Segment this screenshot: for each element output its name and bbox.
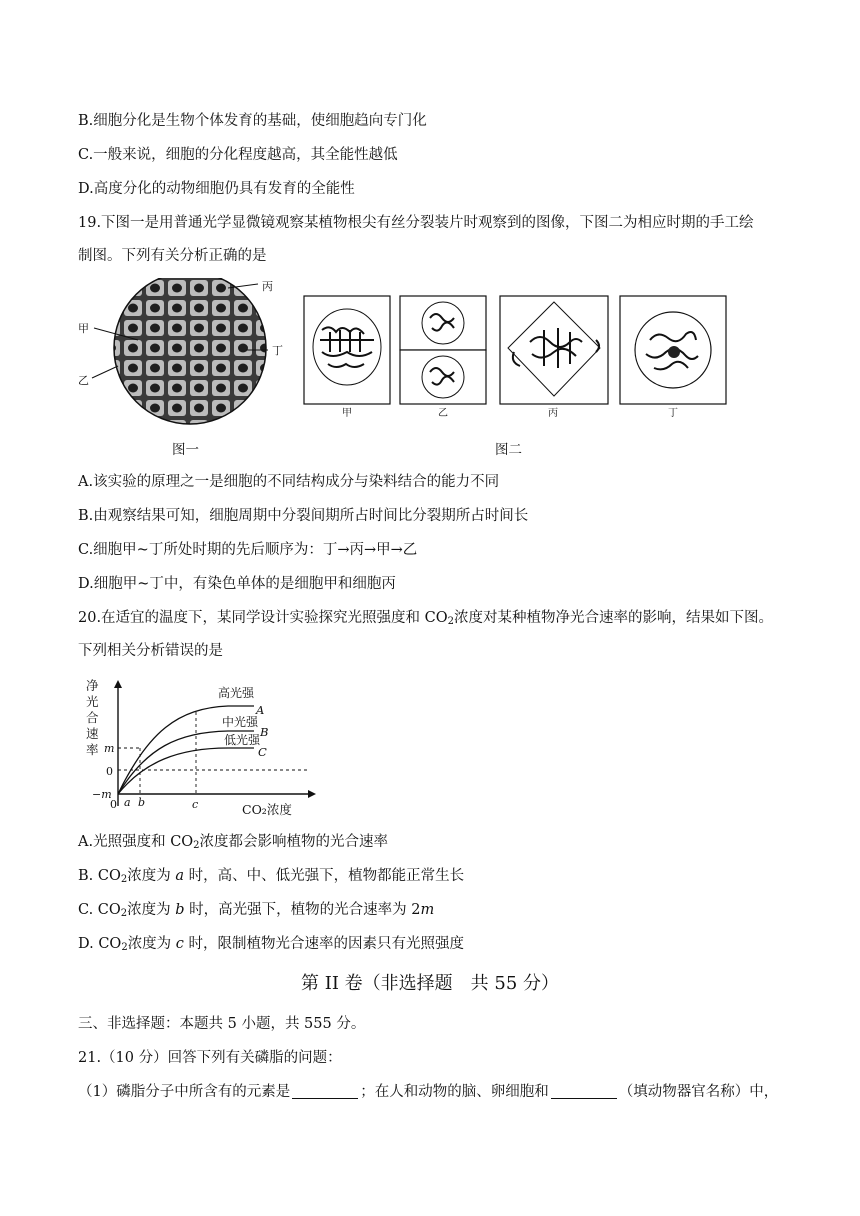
fig2-panel-ding: 丁 <box>668 408 678 419</box>
option-b-q20: B. $CO_2$浓度为 a 时，高、中、低光强下，植物都能正常生长 <box>78 868 465 885</box>
figure-two-caption: 图二 <box>495 442 522 458</box>
figure-one-caption: 图一 <box>172 442 199 458</box>
option-c-q19: C.细胞甲~丁所处时期的先后顺序为：丁→丙→甲→乙 <box>78 542 418 558</box>
svg-text:速: 速 <box>86 726 99 741</box>
option-a-q20: A.光照强度和 $CO_2$浓度都会影响植物的光合速率 <box>78 834 389 851</box>
svg-text:合: 合 <box>86 710 99 725</box>
option-c-q20: C. $CO_2$浓度为 b 时，高光强下，植物的光合速率为 2m <box>78 902 435 919</box>
answer-blank-2[interactable] <box>551 1084 617 1099</box>
section-ii-heading: 第 II 卷（非选择题 共 55 分） <box>300 973 559 994</box>
figure-two-drawings <box>300 292 730 426</box>
option-b-q19: B.由观察结果可知，细胞周期中分裂间期所占时间比分裂期所占时间长 <box>78 508 529 524</box>
option-d-q18: D.高度分化的动物细胞仍具有发育的全能性 <box>78 181 355 197</box>
svg-text:净: 净 <box>86 678 99 693</box>
option-c-q18: C.一般来说，细胞的分化程度越高，其全能性越低 <box>78 147 398 163</box>
svg-text:光: 光 <box>86 694 99 709</box>
question-21-part-1: （1）磷脂分子中所含有的元素是 ；在人和动物的脑、卵细胞和 （填动物器官名称）中， <box>78 1084 779 1100</box>
x-tick-a: a <box>124 796 131 809</box>
question-20-stem-cont: 下列相关分析错误的是 <box>78 643 223 659</box>
option-a-q19: A.该实验的原理之一是细胞的不同结构成分与染料结合的能力不同 <box>78 474 500 490</box>
svg-text:率: 率 <box>86 742 99 757</box>
fig2-panel-bing: 丙 <box>548 408 558 419</box>
x-tick-c: c <box>192 798 199 811</box>
option-b-q18: B.细胞分化是生物个体发育的基础，使细胞趋向专门化 <box>78 113 427 129</box>
series-medium-name: 中光强 <box>222 715 259 729</box>
fig2-panel-yi: 乙 <box>438 408 448 419</box>
fig2-panel-jia: 甲 <box>342 408 352 419</box>
fig1-label-jia: 甲 <box>78 322 89 335</box>
q20-line-chart <box>78 672 328 820</box>
option-d-q19: D.细胞甲~丁中，有染色单体的是细胞甲和细胞丙 <box>78 576 396 592</box>
y-axis-label <box>86 678 99 757</box>
option-d-q20: D. $CO_2$浓度为 c 时，限制植物光合速率的因素只有光照强度 <box>78 936 465 953</box>
series-low-light-curve <box>118 748 254 794</box>
series-high-name: 高光强 <box>218 686 255 700</box>
y-tick-0: 0 <box>106 765 113 778</box>
series-high-letter: A <box>256 703 265 717</box>
question-19-stem-cont: 制图。下列有关分析正确的是 <box>78 248 267 264</box>
section-three-intro: 三、非选择题：本题共 5 小题，共 555 分。 <box>78 1016 366 1032</box>
fig1-label-yi: 乙 <box>78 374 89 387</box>
series-low-name: 低光强 <box>224 733 261 747</box>
fig1-label-bing: 丙 <box>262 280 273 293</box>
answer-blank-1[interactable] <box>292 1084 358 1099</box>
y-tick-neg-m: −m <box>92 788 112 801</box>
series-low-letter: C <box>258 745 267 759</box>
x-axis-label: CO₂浓度 <box>242 802 292 817</box>
fig1-label-ding: 丁 <box>272 344 283 357</box>
question-19-stem: 19.下图一是用普通光学显微镜观察某植物根尖有丝分裂装片时观察到的图像，下图二为相应时期的手工绘 <box>78 215 754 231</box>
question-20-stem: 20.在适宜的温度下，某同学设计实验探究光照强度和 $CO_2$浓度对某种植物净光合速率的影响，结果如下图。 <box>78 610 774 627</box>
figure-one-micrograph <box>78 278 288 428</box>
x-tick-b: b <box>138 796 146 809</box>
series-medium-letter: B <box>260 725 269 739</box>
y-tick-m: m <box>104 742 115 755</box>
question-21-stem: 21.（10 分）回答下列有关磷脂的问题： <box>78 1050 342 1066</box>
x-tick-0: 0 <box>110 798 117 811</box>
